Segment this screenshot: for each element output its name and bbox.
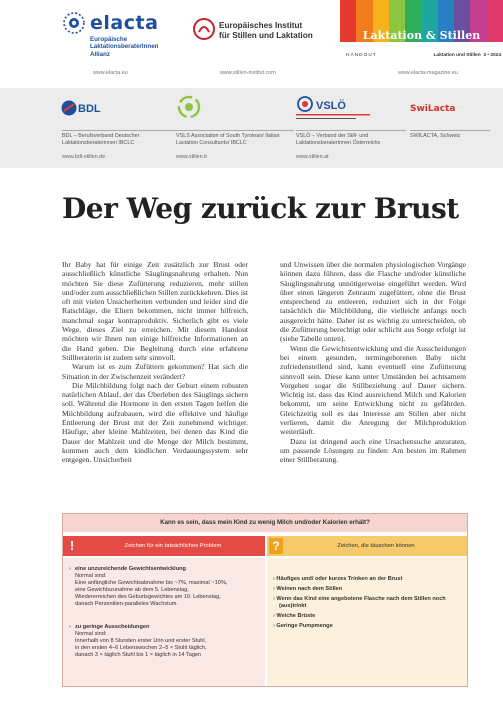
sponsor-band	[0, 88, 503, 168]
paragraph: Wenn die Gewichtsentwicklung und die Ausscheidungen bei einem gesunden, termingeborenen Baby nicht zufriedenstellend sind, kann eventuell eine Zufütterung sinnvoll sein. Diese kann unter Umständen bei achtsamem Vorgehen sogar die Stillbeziehung auf Dauer sichern. Wichtig ist, dass das Kind ausreichend Milch und Kalorien bekommt, um seine Entwicklung nicht zu gefährden. Gleichzeitig soll es das Interesse am Stillen aber nicht verlieren, damit die Anregung der Milchproduktion weiterläuft.	[280, 343, 466, 437]
bdl-logo-icon	[60, 98, 108, 120]
list-item: › Häufiges und/ oder kurzes Trinken an der Brust	[273, 576, 403, 582]
question-icon: ?	[269, 538, 283, 554]
paragraph: Ihr Baby hat für einige Zeit zusätzlich zur Brust oder ausschließlich künstliche Säuglingsnahrung erhalten. Nun möchten Sie diese Zufütterung reduzieren, mehr stillen und/oder zum ausschließlichen Stillen zurückkehren. Dies ist oft mit vielen Unsicherheiten verbunden und leider sind die Ratschläge, die Eltern bekommen, nicht immer hilfreich, manchmal sogar kontraproduktiv. Sicherlich gibt es viele Wege, dieses Ziel zu erreichen. Mit diesem Handout möchten wir Ihnen nun einige hilfreiche Informationen an die Hand geben. Die Begleitung durch eine erfahrene Stillberaterin ist zudem sehr sinnvoll.	[62, 260, 248, 362]
sponsor-vsls-name: VSLS Association of South Tyrolean/ Italian Lactation Consultants/ IBCLC	[176, 133, 280, 146]
list-item: › Wenn das Kind eine angebotene Flasche nach dem Stillen noch (aus)trinkt	[273, 596, 446, 609]
signs-table	[62, 513, 468, 687]
laktation-stillen-masthead	[340, 0, 503, 70]
divider	[62, 130, 180, 131]
list-item: › Geringe Pumpmenge	[273, 623, 333, 629]
svg-text:BDL: BDL	[78, 103, 101, 115]
sponsor-vsls-url[interactable]: www.stillen.it	[176, 154, 207, 160]
list-item: › Weinen nach dem Stillen	[273, 586, 343, 592]
paragraph: Warum ist es zum Zufüttern gekommen? Hat sich die Situation in der Zwischenzeit verändert?	[62, 362, 248, 381]
vsls-logo-icon	[176, 94, 202, 120]
divider	[410, 130, 490, 131]
paragraph: und Unwissen über die normalen physiologischen Vorgänge können dazu führen, dass die Flasche und/oder künstliche Säuglingsnahrung unnötigerweise eingeführt werden. Wird über einen längeren Zeitraum zugefüttert, ohne die Brust entsprechend zu entleeren, reduziert sich in der Folge tatsächlich die Milchbildung, die vielleicht anfangs noch ausgereicht hätte. Daher ist es wichtig zu unterscheiden, ob die Zufütterung berechtigt oder schlicht aus Sorge erfolgt ist (siehe Tabelle unten).	[280, 260, 466, 344]
eisl-emblem-icon	[193, 18, 215, 40]
masthead-title: Laktation & Stillen	[362, 29, 481, 42]
body-column-left	[62, 260, 248, 465]
misleading-column-body	[267, 558, 467, 686]
svg-text:VSLÖ: VSLÖ	[316, 100, 346, 112]
eisl-logo	[193, 18, 343, 52]
elacta-stars-icon	[60, 10, 88, 36]
misleading-header-label: Zeichen, die täuschen können	[337, 543, 415, 549]
misleading-column-header	[267, 536, 467, 556]
problem-column-body	[63, 558, 265, 686]
list-item: › Weiche Brüste	[273, 613, 316, 619]
sponsor-bdl-name: BDL – Berufsverband Deutscher Laktationsberaterinnen IBCLC	[62, 133, 140, 146]
elacta-logo	[60, 10, 200, 66]
sponsor-vslo-name: VSLÖ – Verband der Still- und LaktationsberaterInnen Österreichs	[296, 133, 381, 146]
elacta-wordmark: elacta	[90, 12, 159, 34]
eisl-url[interactable]: www.stillen-institut.com	[220, 70, 276, 76]
paragraph: Die Milchbildung folgt nach der Geburt einem robusten natürlichen Ablauf, der das Überleben des Säuglings sichern soll. Während die Hormone in den ersten Tagen helfen die Milchbildung aufzubauen, wird die effektive und häufige Entleerung der Brust mit der Zeit zunehmend wichtiger. Häufige, aber kleine Mahlzeiten, bei denen das Kind die Dauer der Mahlzeit und die Menge der Milch bestimmt, kommen auch dem kindlichen Verdauungssystem sehr entgegen. Unsicherheit	[62, 380, 248, 465]
divider	[176, 130, 294, 131]
list-item: zu geringe Ausscheidungen Normal sind: Innerhalb von 8 Stunden erster Urin und erster Stuhl, in den ersten 4–6 Lebenswochen 2–5 × Stuhl täglich, danach 3 × täglich Stuhl bis 1 × täglich in 14 Tagen	[75, 624, 207, 658]
page-title: Der Weg zurück zur Brust	[62, 192, 459, 225]
arrow-icon: ›	[69, 624, 71, 630]
table-heading: Kann es sein, dass mein Kind zu wenig Milch und/oder Kalorien erhält?	[63, 514, 467, 532]
elacta-subtitle: Europäische LaktationsberaterInnen Allianz	[90, 36, 159, 58]
sponsor-bdl-url[interactable]: www.bdl-stillen.de	[62, 154, 106, 160]
problem-header-label: Zeichen für ein tatsächliches Problem	[124, 543, 222, 549]
eisl-name: Europäisches Institut für Stillen und Laktation	[219, 21, 313, 40]
body-column-right	[280, 260, 466, 465]
elacta-url[interactable]: www.elacta.eu	[93, 70, 128, 76]
masthead-meta: HANDOUT Laktation und Stillen 3 • 2024	[346, 53, 501, 58]
list-item: eine unzureichende Gewichtsentwicklung Normal sind: Eine anfängliche Gewichtsabnahme bis ~7%, maximal ~10%, eine Gewichtszunahme ab dem 5. Lebenstag, Wiedererreichen des Geburtsgewichtes am 10. Lebenstag, danach Perzentilen-paralleles Wachstum.	[75, 566, 228, 607]
exclamation-icon: !	[69, 538, 75, 553]
sponsor-swilacta-name: SWILACTA, Schweiz	[410, 133, 461, 139]
sponsor-vslo-url[interactable]: www.stillen.at	[296, 154, 329, 160]
paragraph: Dazu ist dringend auch eine Ursachensuche anzuraten, um passende Lösungen zu finden: Am besten im Rahmen einer Stillberatung.	[280, 436, 466, 465]
divider	[296, 130, 406, 131]
arrow-icon: ›	[69, 566, 71, 572]
vslo-logo-icon	[296, 94, 370, 124]
problem-column-header	[63, 536, 265, 556]
laktation-url[interactable]: www.elacta-magazine.eu	[398, 70, 458, 76]
swilacta-logo: SwiLacta	[410, 104, 456, 114]
